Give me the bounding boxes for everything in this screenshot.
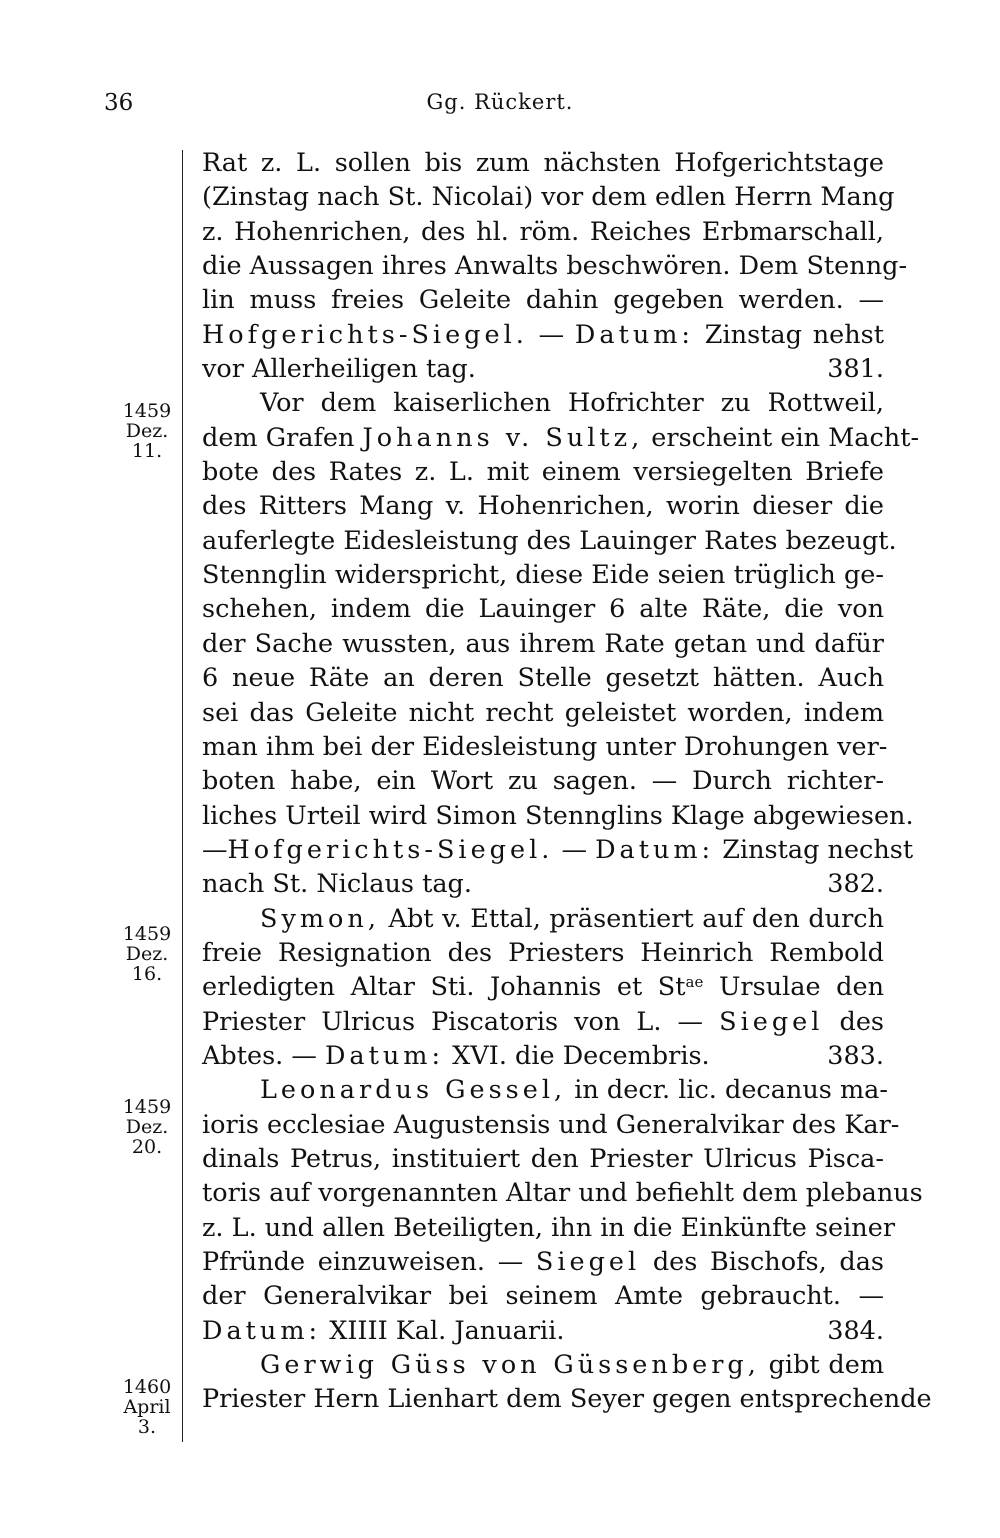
date-month: April [123, 1396, 171, 1418]
entry-number: 384. [827, 1315, 884, 1346]
entry-number: 381. [827, 354, 884, 385]
text-span: Abtes. — [202, 1040, 325, 1071]
text-line: die Aussagen ihres Anwalts beschwören. Dem Stenng- [202, 251, 908, 282]
running-head: Gg. Rückert. [426, 90, 574, 114]
date-note [116, 924, 178, 984]
date-day: 11. [131, 440, 163, 462]
text-span: vor Allerheiligen tag. [202, 354, 476, 385]
superscript: ae [685, 973, 704, 992]
text-span: erscheint ein Macht- [643, 422, 920, 453]
date-year: 1460 [122, 1376, 172, 1398]
text-line [202, 1314, 884, 1348]
text-line: (Zinstag nach St. Nicolai) vor dem edlen Herrn Mang [202, 182, 895, 213]
body-text [202, 146, 932, 1417]
page-number: 36 [104, 90, 134, 116]
text-line: sei das Geleite nicht recht geleistet worden, indem [202, 697, 884, 728]
spaced-text: Gerwig Güss von Güssenberg, [260, 1350, 760, 1381]
text-span: in decr. lic. decanus ma- [566, 1075, 888, 1106]
spaced-text: Symon, [260, 903, 380, 934]
text-line: freie Resignation des Priesters Heinrich Rembold [202, 937, 884, 968]
spaced-text: Datum: [574, 319, 695, 350]
text-line [202, 833, 914, 867]
date-year: 1459 [122, 1096, 172, 1118]
text-span: Pfründe einzuweisen. — [202, 1247, 536, 1277]
text-span: Priester Ulricus Piscatoris von L. — [202, 1006, 720, 1037]
text-line: liches Urteil wird Simon Stennglins Klage abgewiesen. [202, 800, 914, 831]
text-span: Zinstag nechst [714, 834, 914, 865]
date-year: 1459 [122, 923, 172, 945]
text-line: Vor dem kaiserlichen Hofrichter zu Rottweil, [260, 388, 884, 419]
text-span: des Bischofs, das [640, 1247, 884, 1277]
text-line [202, 1073, 888, 1107]
date-note [116, 401, 178, 461]
text-span: XVI. die Decembris. [444, 1040, 710, 1071]
text-span: Abt v. Ettal, präsentiert auf den durch [379, 903, 884, 934]
text-span: Ursulae den [703, 972, 884, 1003]
date-month: Dez. [125, 1116, 169, 1138]
text-line: toris auf vorgenannten Altar und befiehlt dem plebanus [202, 1178, 923, 1209]
date-month: Dez. [125, 420, 169, 442]
text-line: Priester Hern Lienhart dem Seyer gegen entsprechende [202, 1384, 932, 1415]
text-line: Stennglin widerspricht, diese Eide seien trüglich ge- [202, 560, 884, 591]
spaced-text: Hofgerichts-Siegel. [202, 319, 528, 350]
text-span: — [202, 834, 228, 865]
text-line: der Sache wussten, aus ihrem Rate getan und dafür [202, 628, 884, 659]
text-span: dem Grafen [202, 422, 363, 453]
text-line [202, 970, 884, 1004]
text-line: 6 neue Räte an deren Stelle gesetzt hätten. Auch [202, 663, 884, 694]
text-line: schehen, indem die Lauinger 6 alte Räte, die von [202, 594, 884, 625]
text-line: auferlegte Eidesleistung des Lauinger Rates bezeugt. [202, 525, 897, 556]
text-span: XIIII Kal. Januarii. [321, 1315, 565, 1346]
spaced-text: Hofgerichts-Siegel. [227, 834, 554, 865]
spaced-text: Siegel [719, 1006, 824, 1037]
entry-number: 383. [827, 1040, 884, 1071]
text-span: — [527, 319, 575, 350]
text-line: dinals Petrus, instituiert den Priester Ulricus Pisca- [202, 1143, 884, 1174]
date-month: Dez. [125, 943, 169, 965]
spaced-text: Johanns v. Sultz, [362, 422, 644, 453]
text-line [202, 352, 884, 386]
entry-number: 382. [827, 869, 884, 900]
text-line [202, 318, 884, 352]
text-span: nach St. Niclaus tag. [202, 869, 472, 900]
text-span: des [823, 1006, 885, 1037]
spaced-text: Datum: [595, 834, 715, 865]
text-line [202, 867, 884, 901]
text-line [202, 421, 920, 455]
text-span: — [553, 834, 596, 865]
spaced-text: Datum: [324, 1040, 445, 1071]
date-note [116, 1377, 178, 1437]
date-note [116, 1097, 178, 1157]
text-line: z. L. und allen Beteiligten, ihn in die Einkünfte seiner [202, 1212, 896, 1243]
date-year: 1459 [122, 400, 172, 422]
text-line [202, 1039, 884, 1073]
text-line [202, 1245, 884, 1279]
text-line [202, 1348, 884, 1382]
text-line: Rat z. L. sollen bis zum nächsten Hofgerichtstage [202, 148, 884, 178]
text-line: bote des Rates z. L. mit einem versiegelten Briefe [202, 457, 884, 488]
text-line: lin muss freies Geleite dahin gegeben werden. — [202, 285, 884, 316]
text-line [202, 1005, 884, 1039]
date-day: 3. [137, 1416, 157, 1438]
text-line: z. Hohenrichen, des hl. röm. Reiches Erbmarschall, [202, 216, 884, 247]
spaced-text: Siegel [535, 1247, 641, 1277]
spaced-text: Leonardus Gessel, [260, 1075, 567, 1106]
text-span: erledigten Altar Sti. Johannis et St [202, 972, 686, 1003]
text-line: der Generalvikar bei seinem Amte gebraucht. — [202, 1281, 884, 1312]
text-line: des Ritters Mang v. Hohenrichen, worin dieser die [202, 491, 884, 522]
text-line [202, 902, 884, 936]
spaced-text: Datum: [202, 1315, 322, 1346]
text-line: boten habe, ein Wort zu sagen. — Durch richter- [202, 766, 884, 797]
text-span: gibt dem [759, 1350, 884, 1381]
date-day: 16. [131, 963, 163, 985]
margin-rule [182, 150, 183, 1442]
text-span: Zinstag nehst [694, 319, 885, 350]
text-line: ioris ecclesiae Augustensis und Generalvikar des Kar- [202, 1109, 900, 1140]
text-line: man ihm bei der Eidesleistung unter Drohungen ver- [202, 731, 888, 762]
date-day: 20. [131, 1136, 163, 1158]
